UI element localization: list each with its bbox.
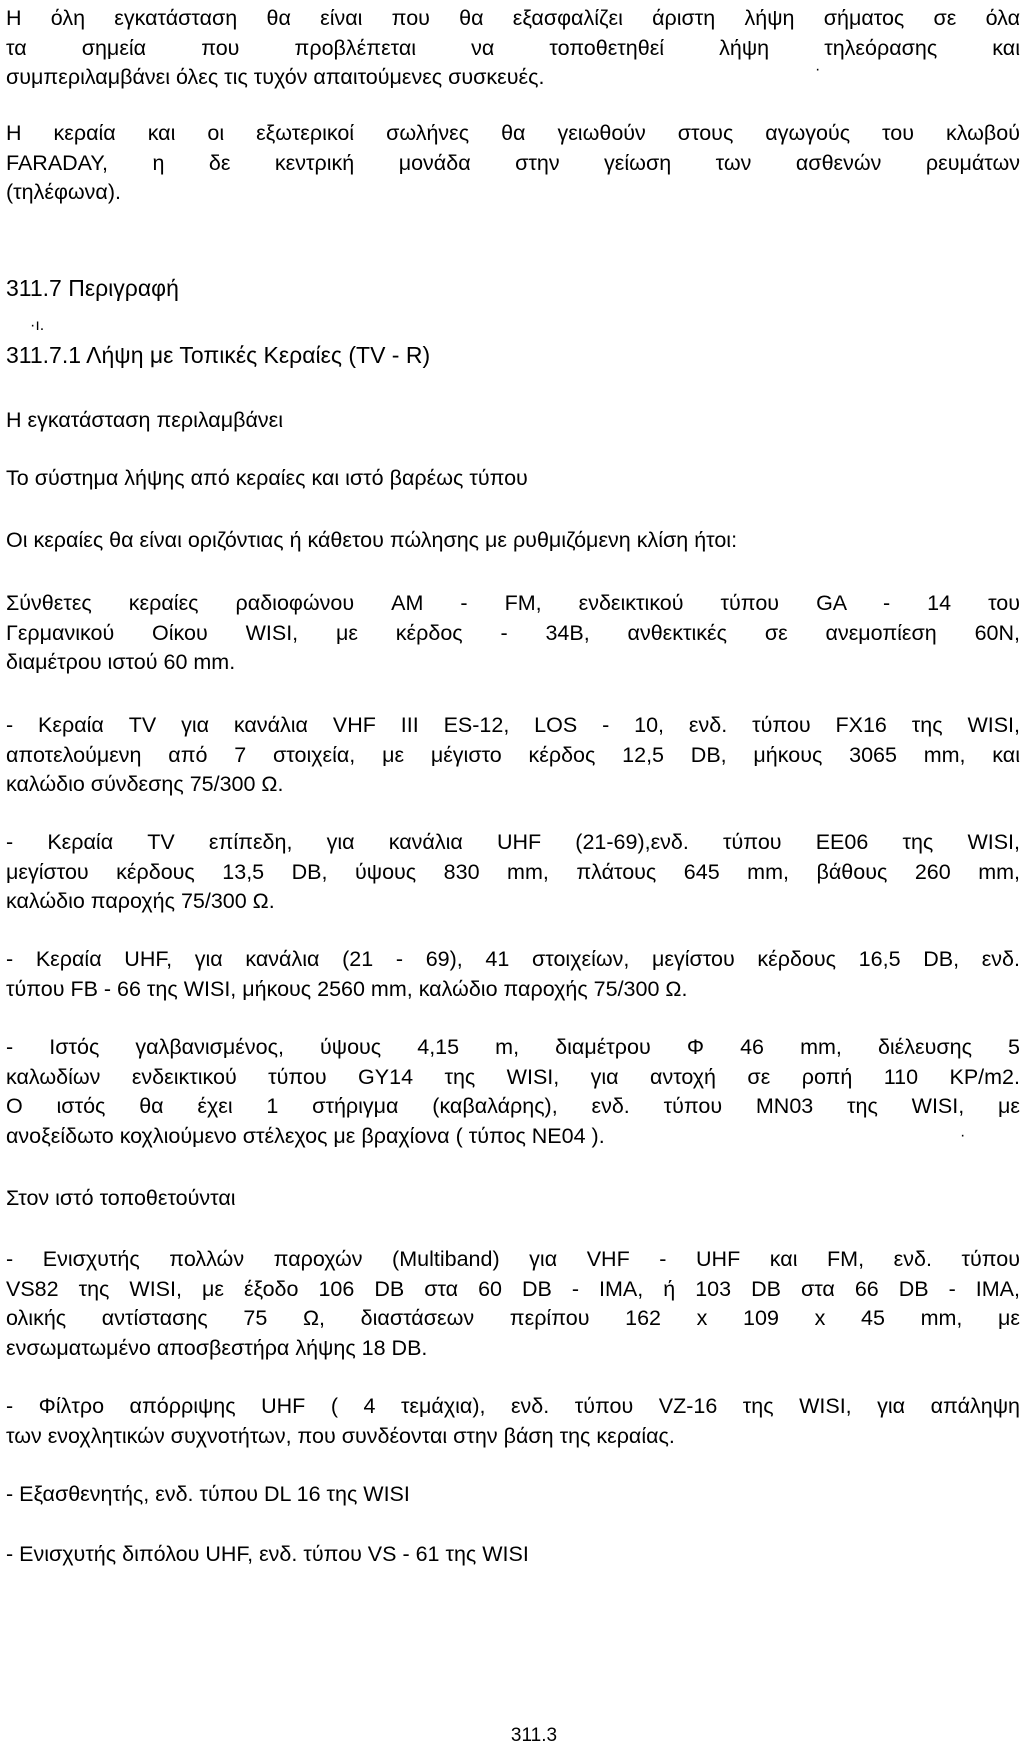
text-line: Οι κεραίες θα είναι οριζόντιας ή κάθετου πώλησης με ρυθμιζόμενη κλίση ήτοι:: [6, 528, 738, 552]
text-line: Η όλη εγκατάσταση θα είναι που θα εξασφαλίζει άριστη λήψη σήματος σε όλα: [6, 6, 1020, 30]
paragraph-antennas: [6, 526, 1020, 556]
paragraph-flat-uhf-antenna: [6, 828, 1020, 917]
paragraph-mast: [6, 1033, 1020, 1151]
scan-speck: ·: [960, 1127, 966, 1144]
text-line: FARADAY, η δε κεντρική μονάδα στην γείωση των ασθενών ρευμάτων: [6, 150, 1020, 175]
text-line: συμπεριλαμβάνει όλες τις τυχόν απαιτούμενες συσκευές.: [6, 65, 545, 89]
text-line: καλωδίων ενδεικτικού τύπου GY14 της WISI, για αντοχή σε ροπή 110 KP/m2.: [6, 1064, 1020, 1089]
text-line: μεγίστου κέρδους 13,5 DB, ύψους 830 mm, πλάτους 645 mm, βάθους 260 mm,: [6, 859, 1020, 884]
text-line: Το σύστημα λήψης από κεραίες και ιστό βαρέως τύπου: [6, 466, 528, 490]
page-number: 311.3: [510, 1725, 558, 1746]
paragraph-includes: [6, 406, 1020, 436]
text-line: ολικής αντίστασης 75 Ω, διαστάσεων περίπου 162 x 109 x 45 mm, με: [6, 1306, 1020, 1330]
text-line: Ο ιστός θα έχει 1 στήριγμα (καβαλάρης), ενδ. τύπου MN03 της WISI, με: [6, 1094, 1020, 1118]
text-line: τύπου FB - 66 της WISI, μήκους 2560 mm, καλώδιο παροχής 75/300 Ω.: [6, 976, 688, 1001]
text-line: αποτελούμενη από 7 στοιχεία, με μέγιστο κέρδος 12,5 DB, μήκους 3065 mm, και: [6, 742, 1020, 767]
paragraph-uhf-antenna: [6, 945, 1020, 1004]
text-line: - Φίλτρο απόρριψης UHF ( 4 τεμάχια), ενδ. τύπου VZ-16 της WISI, για απάληψη: [6, 1394, 1020, 1418]
text-line: Σύνθετες κεραίες ραδιοφώνου AM - FM, ενδεικτικού τύπου GA - 14 του: [6, 591, 1020, 615]
paragraph-vhf-antenna: [6, 711, 1020, 800]
paragraph-uhf-filter: [6, 1392, 1020, 1451]
text-line: - Κεραία UHF, για κανάλια (21 - 69), 41 στοιχείων, μεγίστου κέρδους 16,5 DB, ενδ.: [6, 947, 1020, 971]
section-heading-reception: 311.7.1 Λήψη με Τοπικές Κεραίες (TV - R): [6, 342, 431, 368]
text-line: των ενοχλητικών συχνοτήτων, που συνδέονται στην βάση της κεραίας.: [6, 1423, 675, 1448]
text-line: ανοξείδωτο κοχλιούμενο στέλεχος με βραχίονα ( τύπος NE04 ).: [6, 1123, 605, 1148]
scan-speck: ·ı.: [30, 317, 45, 334]
paragraph-composite-antennas: [6, 589, 1020, 678]
text-line: - Ενισχυτής διπόλου UHF, ενδ. τύπου VS - 61 της WISI: [6, 1542, 529, 1566]
text-line: τα σημεία που προβλέπεται να τοποθετηθεί λήψη τηλεόρασης και: [6, 35, 1020, 60]
text-line: καλώδιο σύνδεσης 75/300 Ω.: [6, 772, 284, 796]
text-line: - Κεραία TV επίπεδη, για κανάλια UHF (21-69),ενδ. τύπου EE06 της WISI,: [6, 830, 1020, 854]
text-line: Στον ιστό τοποθετούνται: [6, 1186, 236, 1210]
text-line: (τηλέφωνα).: [6, 180, 121, 204]
paragraph-dipole-amplifier: [6, 1540, 1020, 1570]
text-line: Γερμανικού Οίκου WISI, με κέρδος - 34B, ανθεκτικές σε ανεμοπίεση 60N,: [6, 620, 1020, 645]
section-heading-description: 311.7 Περιγραφή: [6, 275, 179, 301]
paragraph-reception-system: [6, 464, 1020, 494]
text-line: - Ενισχυτής πολλών παροχών (Multiband) για VHF - UHF και FM, ενδ. τύπου: [6, 1247, 1020, 1271]
text-line: - Κεραία TV για κανάλια VHF III ES-12, LOS - 10, ενδ. τύπου FX16 της WISI,: [6, 713, 1020, 737]
text-line: Η εγκατάσταση περιλαμβάνει: [6, 408, 284, 432]
text-line: - Εξασθενητής, ενδ. τύπου DL 16 της WISI: [6, 1482, 410, 1506]
paragraph-mast-mounted: [6, 1184, 1020, 1214]
paragraph-multiband-amplifier: [6, 1245, 1020, 1363]
text-line: καλώδιο παροχής 75/300 Ω.: [6, 889, 275, 913]
text-line: διαμέτρου ιστού 60 mm.: [6, 650, 236, 674]
scan-speck: ·: [815, 61, 821, 78]
paragraph-grounding: [6, 119, 1020, 208]
text-line: Η κεραία και οι εξωτερικοί σωλήνες θα γειωθούν στους αγωγούς του κλωβού: [6, 121, 1020, 145]
text-line: - Ιστός γαλβανισμένος, ύψους 4,15 m, διαμέτρου Φ 46 mm, διέλευσης 5: [6, 1035, 1020, 1059]
text-line: ενσωματωμένο αποσβεστήρα λήψης 18 DB.: [6, 1335, 428, 1360]
paragraph-installation-overview: [6, 4, 1020, 93]
text-line: VS82 της WISI, με έξοδο 106 DB στα 60 DB - IMA, ή 103 DB στα 66 DB - IMA,: [6, 1276, 1020, 1301]
paragraph-attenuator: [6, 1480, 1020, 1510]
